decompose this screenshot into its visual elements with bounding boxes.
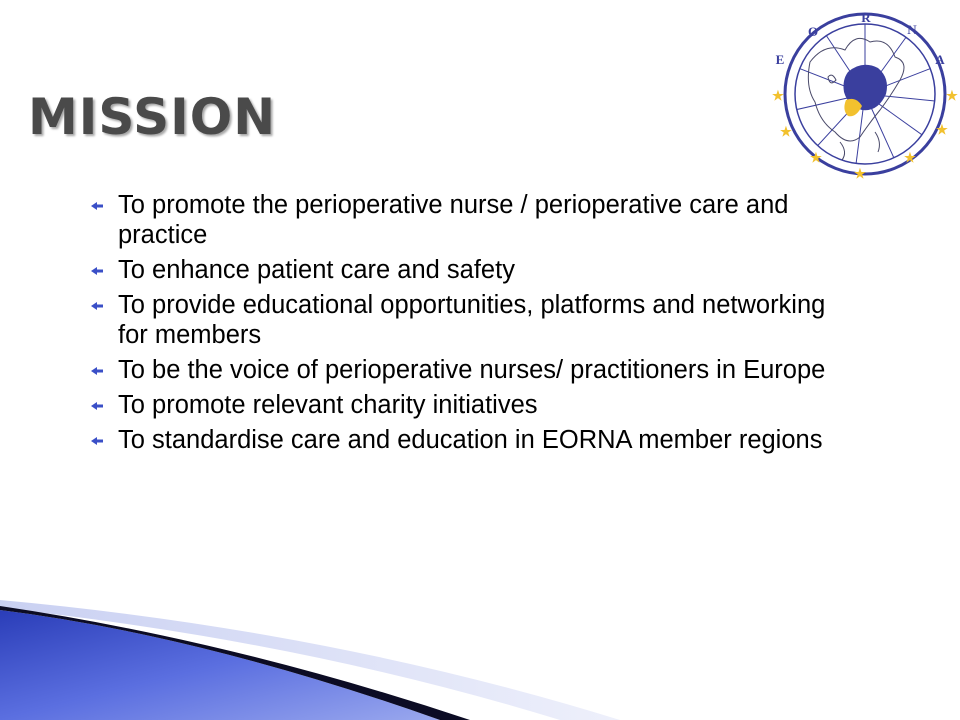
mission-item-text: To be the voice of perioperative nurses/ practitioners in Europe (118, 356, 826, 384)
mission-item (90, 255, 850, 285)
mission-item-text: To promote relevant charity initiatives (118, 391, 538, 419)
svg-text:★: ★ (936, 122, 948, 137)
arrow-bullet-icon (90, 364, 104, 378)
svg-text:★: ★ (772, 88, 784, 103)
logo-letter-r: R (861, 10, 871, 25)
mission-item-text: To standardise care and education in EORNA member regions (118, 426, 823, 454)
arrow-bullet-icon (90, 434, 104, 448)
arrow-bullet-icon (90, 299, 104, 313)
logo-letter-n: N (907, 22, 917, 37)
mission-item (90, 290, 850, 350)
mission-item (90, 390, 850, 420)
arrow-bullet-icon (90, 399, 104, 413)
svg-text:★: ★ (854, 166, 866, 181)
logo-letter-o: O (807, 24, 819, 39)
slide-title: MISSION (28, 88, 277, 146)
eorna-logo (770, 2, 960, 182)
decorative-swoosh (0, 600, 960, 720)
mission-item (90, 425, 850, 455)
mission-item-text: To promote the perioperative nurse / perioperative care and practice (118, 191, 789, 249)
mission-item (90, 355, 850, 385)
mission-list (90, 190, 850, 460)
logo-letter-e: E (775, 52, 785, 67)
arrow-bullet-icon (90, 199, 104, 213)
svg-text:★: ★ (810, 150, 822, 165)
mission-item-text: To provide educational opportunities, platforms and networking for members (118, 291, 826, 349)
mission-item (90, 190, 850, 250)
mission-item-text: To enhance patient care and safety (118, 256, 515, 284)
logo-letter-a: A (935, 52, 945, 67)
svg-text:★: ★ (780, 124, 792, 139)
svg-text:★: ★ (904, 150, 916, 165)
svg-text:★: ★ (946, 88, 958, 103)
arrow-bullet-icon (90, 264, 104, 278)
